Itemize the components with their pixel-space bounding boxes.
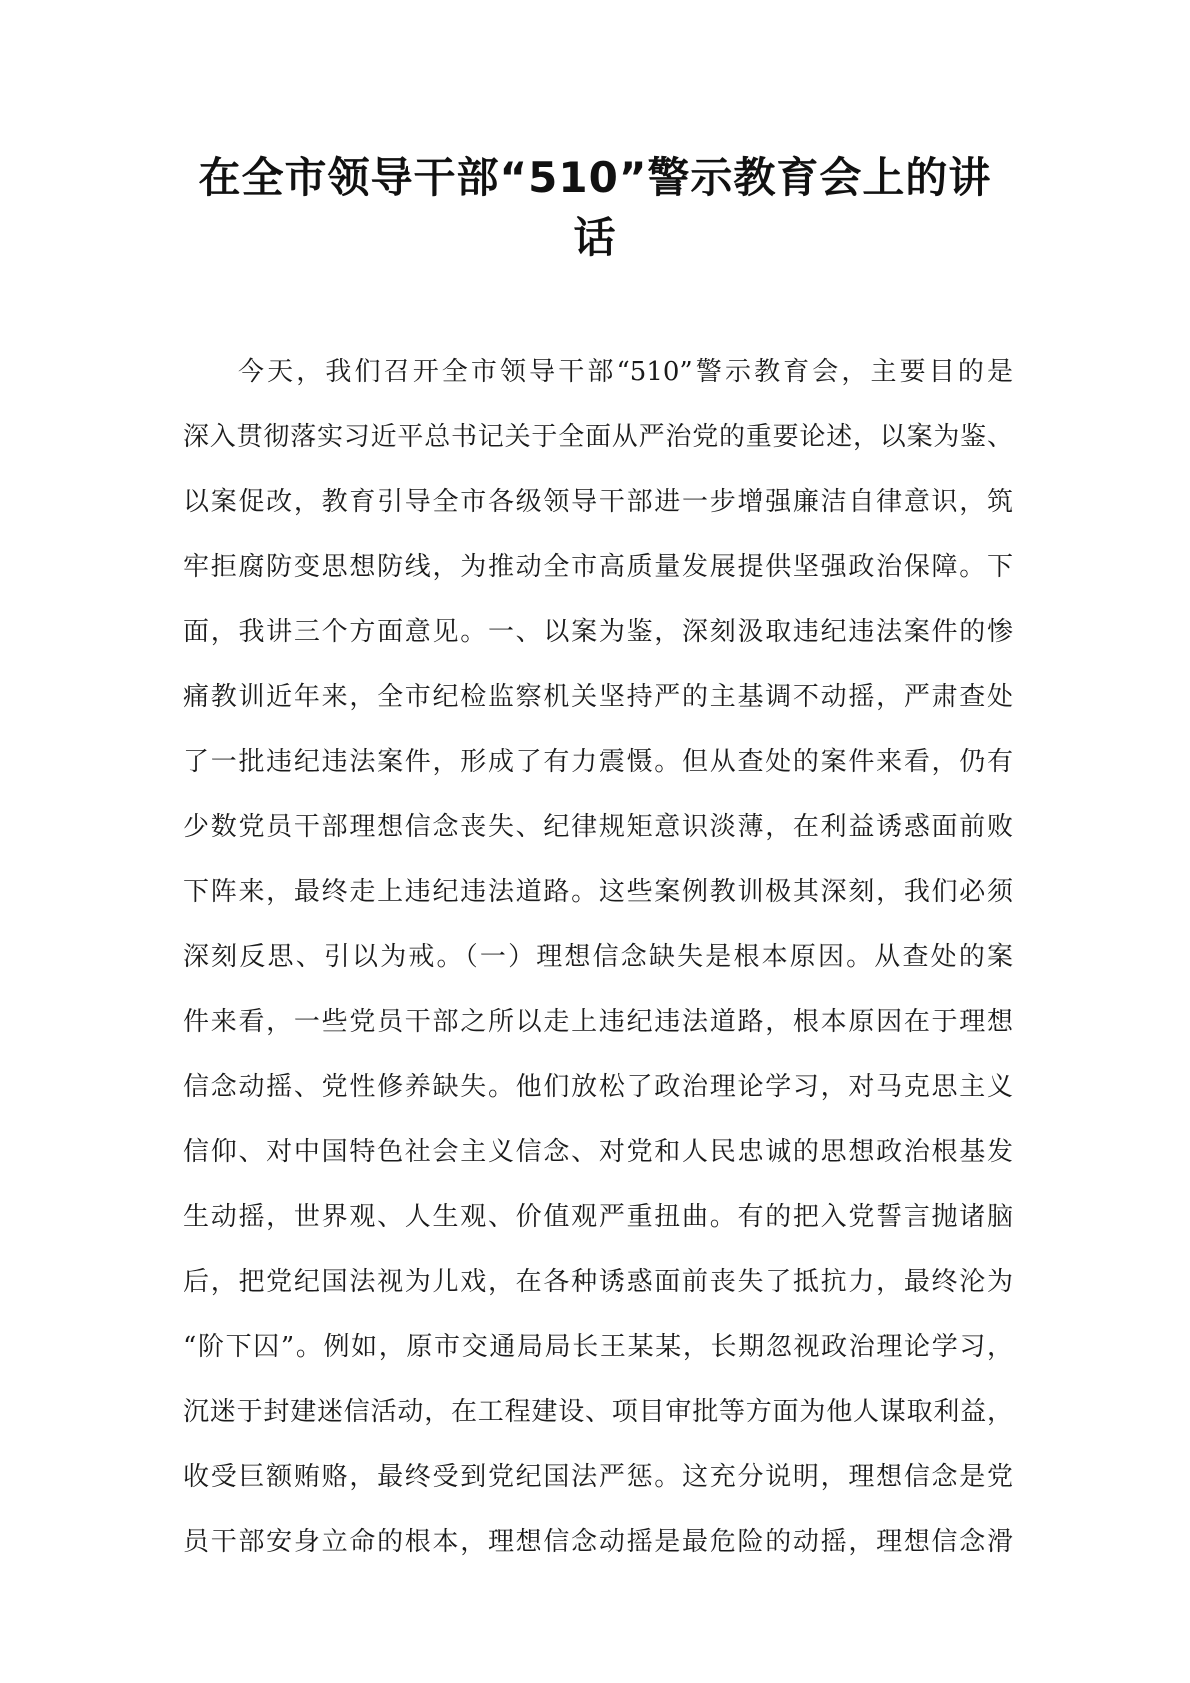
body-line: “阶下囚”。例如，原市交通局局长王某某，长期忽视政治理论学习， — [183, 1332, 1013, 1362]
body-line: 收受巨额贿赂，最终受到党纪国法严惩。这充分说明，理想信念是党 — [183, 1462, 1013, 1492]
body-line: 信仰、对中国特色社会主义信念、对党和人民忠诚的思想政治根基发 — [183, 1137, 1013, 1167]
body-line: 牢拒腐防变思想防线，为推动全市高质量发展提供坚强政治保障。下 — [183, 552, 1013, 582]
body-line: 今天，我们召开全市领导干部“510”警示教育会，主要目的是 — [238, 357, 1013, 387]
body-line: 员干部安身立命的根本，理想信念动摇是最危险的动摇，理想信念滑 — [183, 1527, 1013, 1557]
body-line: 信念动摇、党性修养缺失。他们放松了政治理论学习，对马克思主义 — [183, 1072, 1013, 1102]
body-line: 少数党员干部理想信念丧失、纪律规矩意识淡薄，在利益诱惑面前败 — [183, 812, 1013, 842]
title-line-2: 话 — [573, 213, 617, 262]
body-line: 沉迷于封建迷信活动，在工程建设、项目审批等方面为他人谋取利益， — [183, 1397, 1013, 1427]
body-line: 面，我讲三个方面意见。一、以案为鉴，深刻汲取违纪违法案件的惨 — [183, 617, 1013, 647]
body-line: 以案促改，教育引导全市各级领导干部进一步增强廉洁自律意识，筑 — [183, 487, 1013, 517]
body-line: 生动摇，世界观、人生观、价值观严重扭曲。有的把入党誓言抛诸脑 — [183, 1202, 1013, 1232]
body-line: 后，把党纪国法视为儿戏，在各种诱惑面前丧失了抵抗力，最终沦为 — [183, 1267, 1013, 1297]
body-line: 了一批违纪违法案件，形成了有力震慑。但从查处的案件来看，仍有 — [183, 747, 1013, 777]
page-title — [170, 148, 1020, 268]
body-line: 件来看，一些党员干部之所以走上违纪违法道路，根本原因在于理想 — [183, 1007, 1013, 1037]
body-line: 下阵来，最终走上违纪违法道路。这些案例教训极其深刻，我们必须 — [183, 877, 1013, 907]
title-line-1: 在全市领导干部“510”警示教育会上的讲 — [198, 153, 992, 202]
body-line: 深刻反思、引以为戒。（一）理想信念缺失是根本原因。从查处的案 — [183, 942, 1013, 972]
document-body — [183, 340, 1013, 1575]
body-line: 深入贯彻落实习近平总书记关于全面从严治党的重要论述，以案为鉴、 — [183, 422, 1013, 452]
body-line: 痛教训近年来，全市纪检监察机关坚持严的主基调不动摇，严肃查处 — [183, 682, 1013, 712]
